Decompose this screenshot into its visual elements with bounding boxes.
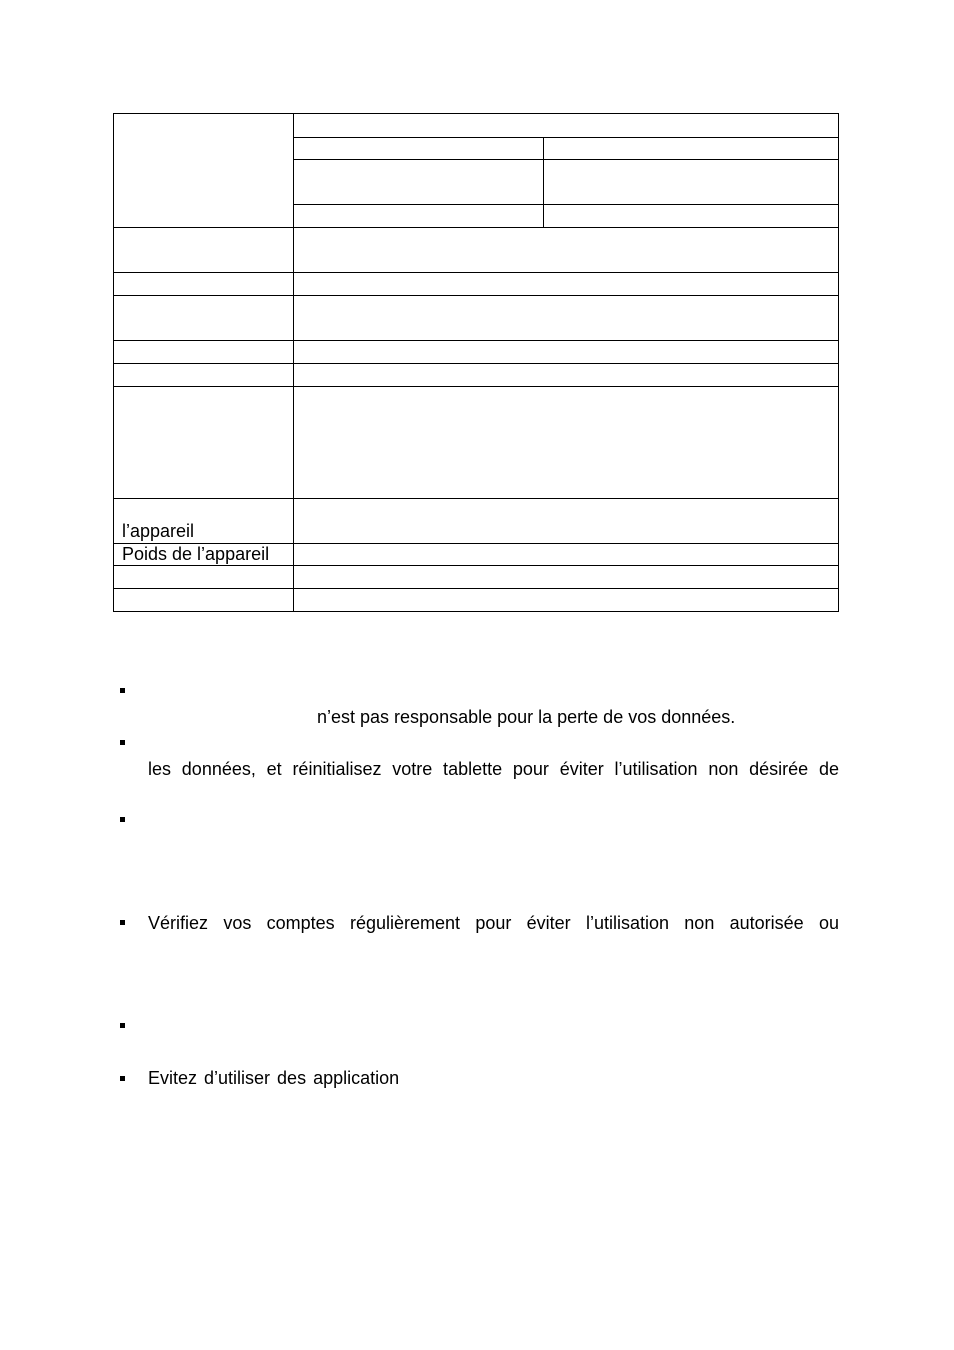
table-rule xyxy=(113,113,114,612)
bullet-text: Evitez d’utiliser des application xyxy=(148,1068,400,1088)
table-rule xyxy=(113,340,839,341)
table-rule xyxy=(293,159,839,160)
table-rule xyxy=(293,204,839,205)
table-rule xyxy=(293,113,294,612)
table-rule xyxy=(113,295,839,296)
bullet-text: Vérifiez vos comptes régulièrement pour éviter l’utilisation non autorisée ou xyxy=(148,913,839,933)
table-rule xyxy=(543,137,544,228)
bullet-text: n’est pas responsable pour la perte de vos données. xyxy=(317,707,736,727)
table-rule xyxy=(113,565,839,566)
table-rule xyxy=(838,113,839,612)
bullet-text: les données, et réinitialisez votre tablette pour éviter l’utilisation non désirée de xyxy=(148,759,839,779)
bullet-marker xyxy=(120,688,125,693)
table-cell-label: Poids de l’appareil xyxy=(122,544,270,564)
bullet-marker xyxy=(120,1076,125,1081)
table-rule xyxy=(113,498,839,499)
table-rule xyxy=(113,363,839,364)
table-rule xyxy=(113,227,839,228)
table-rule xyxy=(113,272,839,273)
bullet-marker xyxy=(120,817,125,822)
spec-table xyxy=(0,0,954,620)
bullet-marker xyxy=(120,1023,125,1028)
bullet-marker xyxy=(120,740,125,745)
table-rule xyxy=(113,611,839,612)
table-rule xyxy=(113,113,839,114)
table-cell-label: l’appareil xyxy=(122,521,195,541)
table-rule xyxy=(113,386,839,387)
bullet-marker xyxy=(120,920,125,925)
table-rule xyxy=(113,588,839,589)
table-rule xyxy=(293,137,839,138)
